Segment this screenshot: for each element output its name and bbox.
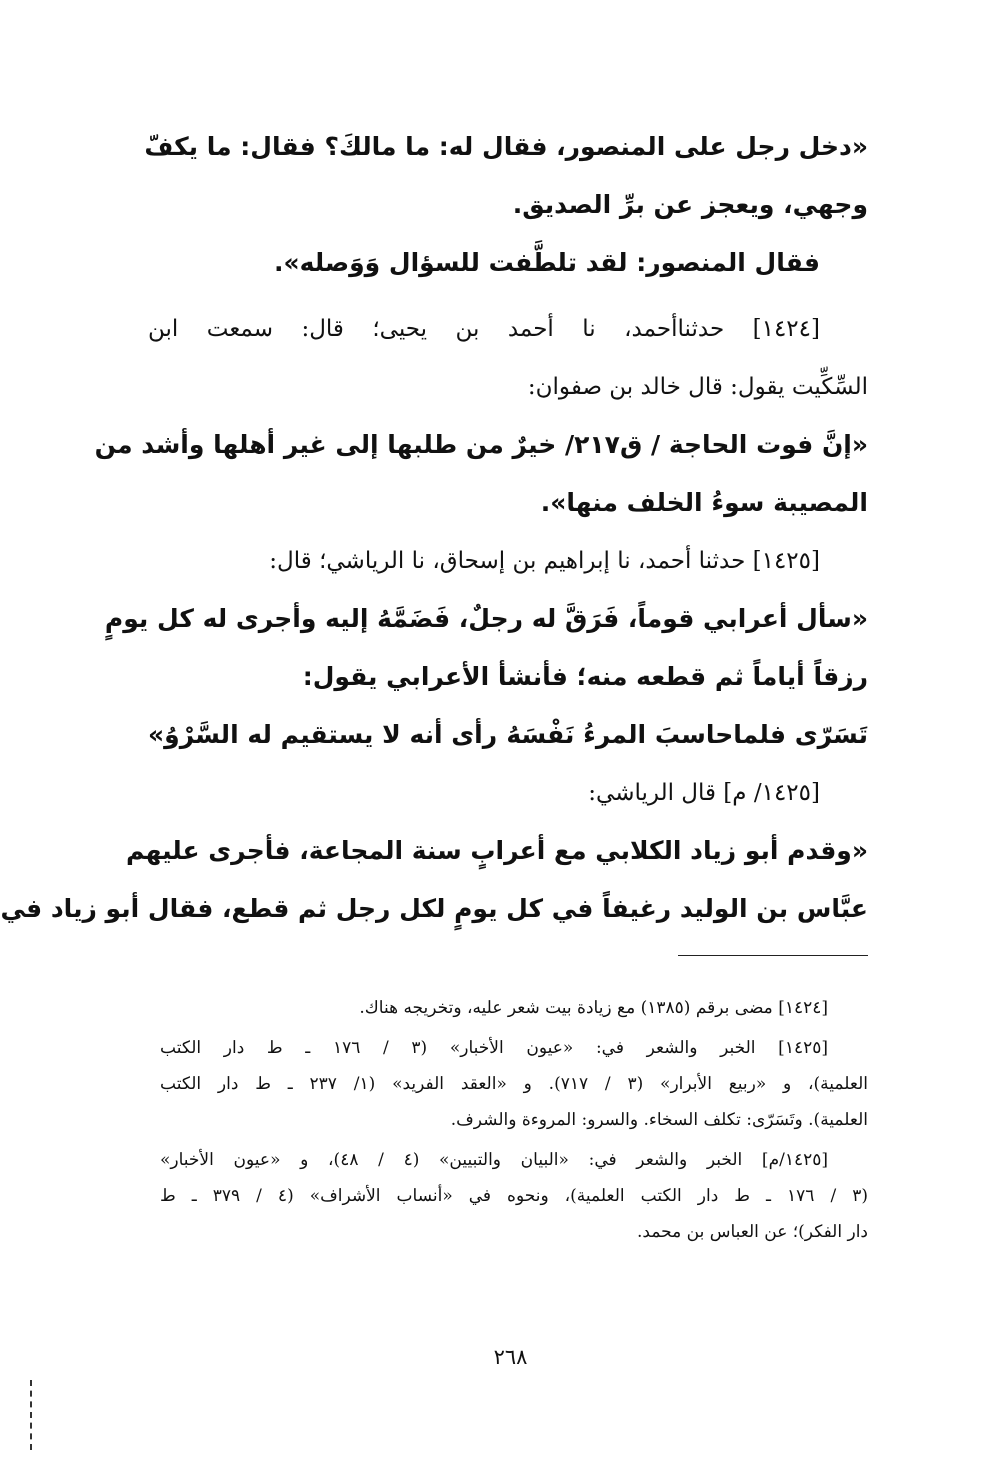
poem-verse [148, 706, 868, 764]
footnotes [160, 990, 868, 1250]
text-line: المصيبة سوءُ الخلف منها». [540, 488, 868, 517]
footnote-separator [678, 955, 868, 956]
text-line: السِّكِّيت يقول: قال خالد بن صفوان: [527, 374, 868, 400]
text-line: وجهي، ويعجز عن برِّ الصديق. [512, 190, 868, 219]
footnote-line: (٣ / ١٧٦ ـ ط دار الكتب العلمية)، ونحوه في «أنساب الأشراف» (٤ / ٣٧٩ ـ ط [160, 1186, 868, 1206]
page-number: ٢٦٨ [493, 1345, 528, 1369]
hadith-header: [١٤٢٥] حدثنا أحمد، نا إبراهيم بن إسحاق، نا الرياشي؛ قال: [269, 548, 820, 574]
text-line: عبَّاس بن الوليد رغيفاً في كل يومٍ لكل رجل ثم قطع، فقال أبو زياد في [0, 894, 868, 923]
text-line: «إنَّ فوت الحاجة / ق٢١٧/ خيرٌ من طلبها إلى غير أهلها وأشد من [94, 430, 868, 459]
text-line: «سأل أعرابي قوماً، فَرَقَّ له رجلٌ، فَضَمَّهُ إليه وأجرى له كل يومٍ [104, 604, 868, 633]
hadith-header: [١٤٢٤] حدثناأحمد، نا أحمد بن يحيى؛ قال: سمعت ابن [148, 316, 820, 342]
main-text [0, 118, 868, 938]
scan-edge-marks [30, 1380, 35, 1450]
text-line: فقال المنصور: لقد تلطَّفت للسؤال وَوَصله». [273, 248, 820, 277]
text-line: «دخل رجل على المنصور، فقال له: ما مالكَ؟ فقال: ما يكفّ [144, 132, 868, 161]
footnote: [١٤٢٤] مضى برقم (١٣٨٥) مع زيادة بيت شعر عليه، وتخريجه هناك. [359, 998, 828, 1018]
footnote: [١٤٢٥/م] الخبر والشعر في: «البيان والتبيين» (٤ / ٤٨)، و «عيون الأخبار» [160, 1150, 828, 1170]
footnote-line: العلمية). وتَسَرّى: تكلف السخاء. والسرو: المروءة والشرف. [450, 1110, 868, 1130]
text-line: رزقاً أياماً ثم قطعه منه؛ فأنشأ الأعرابي يقول: [302, 662, 868, 691]
poem-first-hemistich: تَسَرّى فلماحاسبَ المرءُ نَفْسَهُ [506, 720, 868, 749]
footnote-line: العلمية)، و «ربيع الأبرار» (٣ / ٧١٧). و «العقد الفريد» (١/ ٢٣٧ ـ ط دار الكتب [160, 1074, 868, 1094]
footnote-line: دار الفكر)؛ عن العباس بن محمد. [637, 1222, 868, 1242]
text-line: «وقدم أبو زياد الكلابي مع أعرابٍ سنة المجاعة، فأجرى عليهم [125, 836, 868, 865]
poem-second-hemistich: رأى أنه لا يستقيم له السَّرْوُ» [148, 720, 498, 749]
hadith-header: [١٤٢٥/ م] قال الرياشي: [588, 780, 820, 806]
footnote: [١٤٢٥] الخبر والشعر في: «عيون الأخبار» (٣ / ١٧٦ ـ ط دار الكتب [160, 1038, 828, 1058]
